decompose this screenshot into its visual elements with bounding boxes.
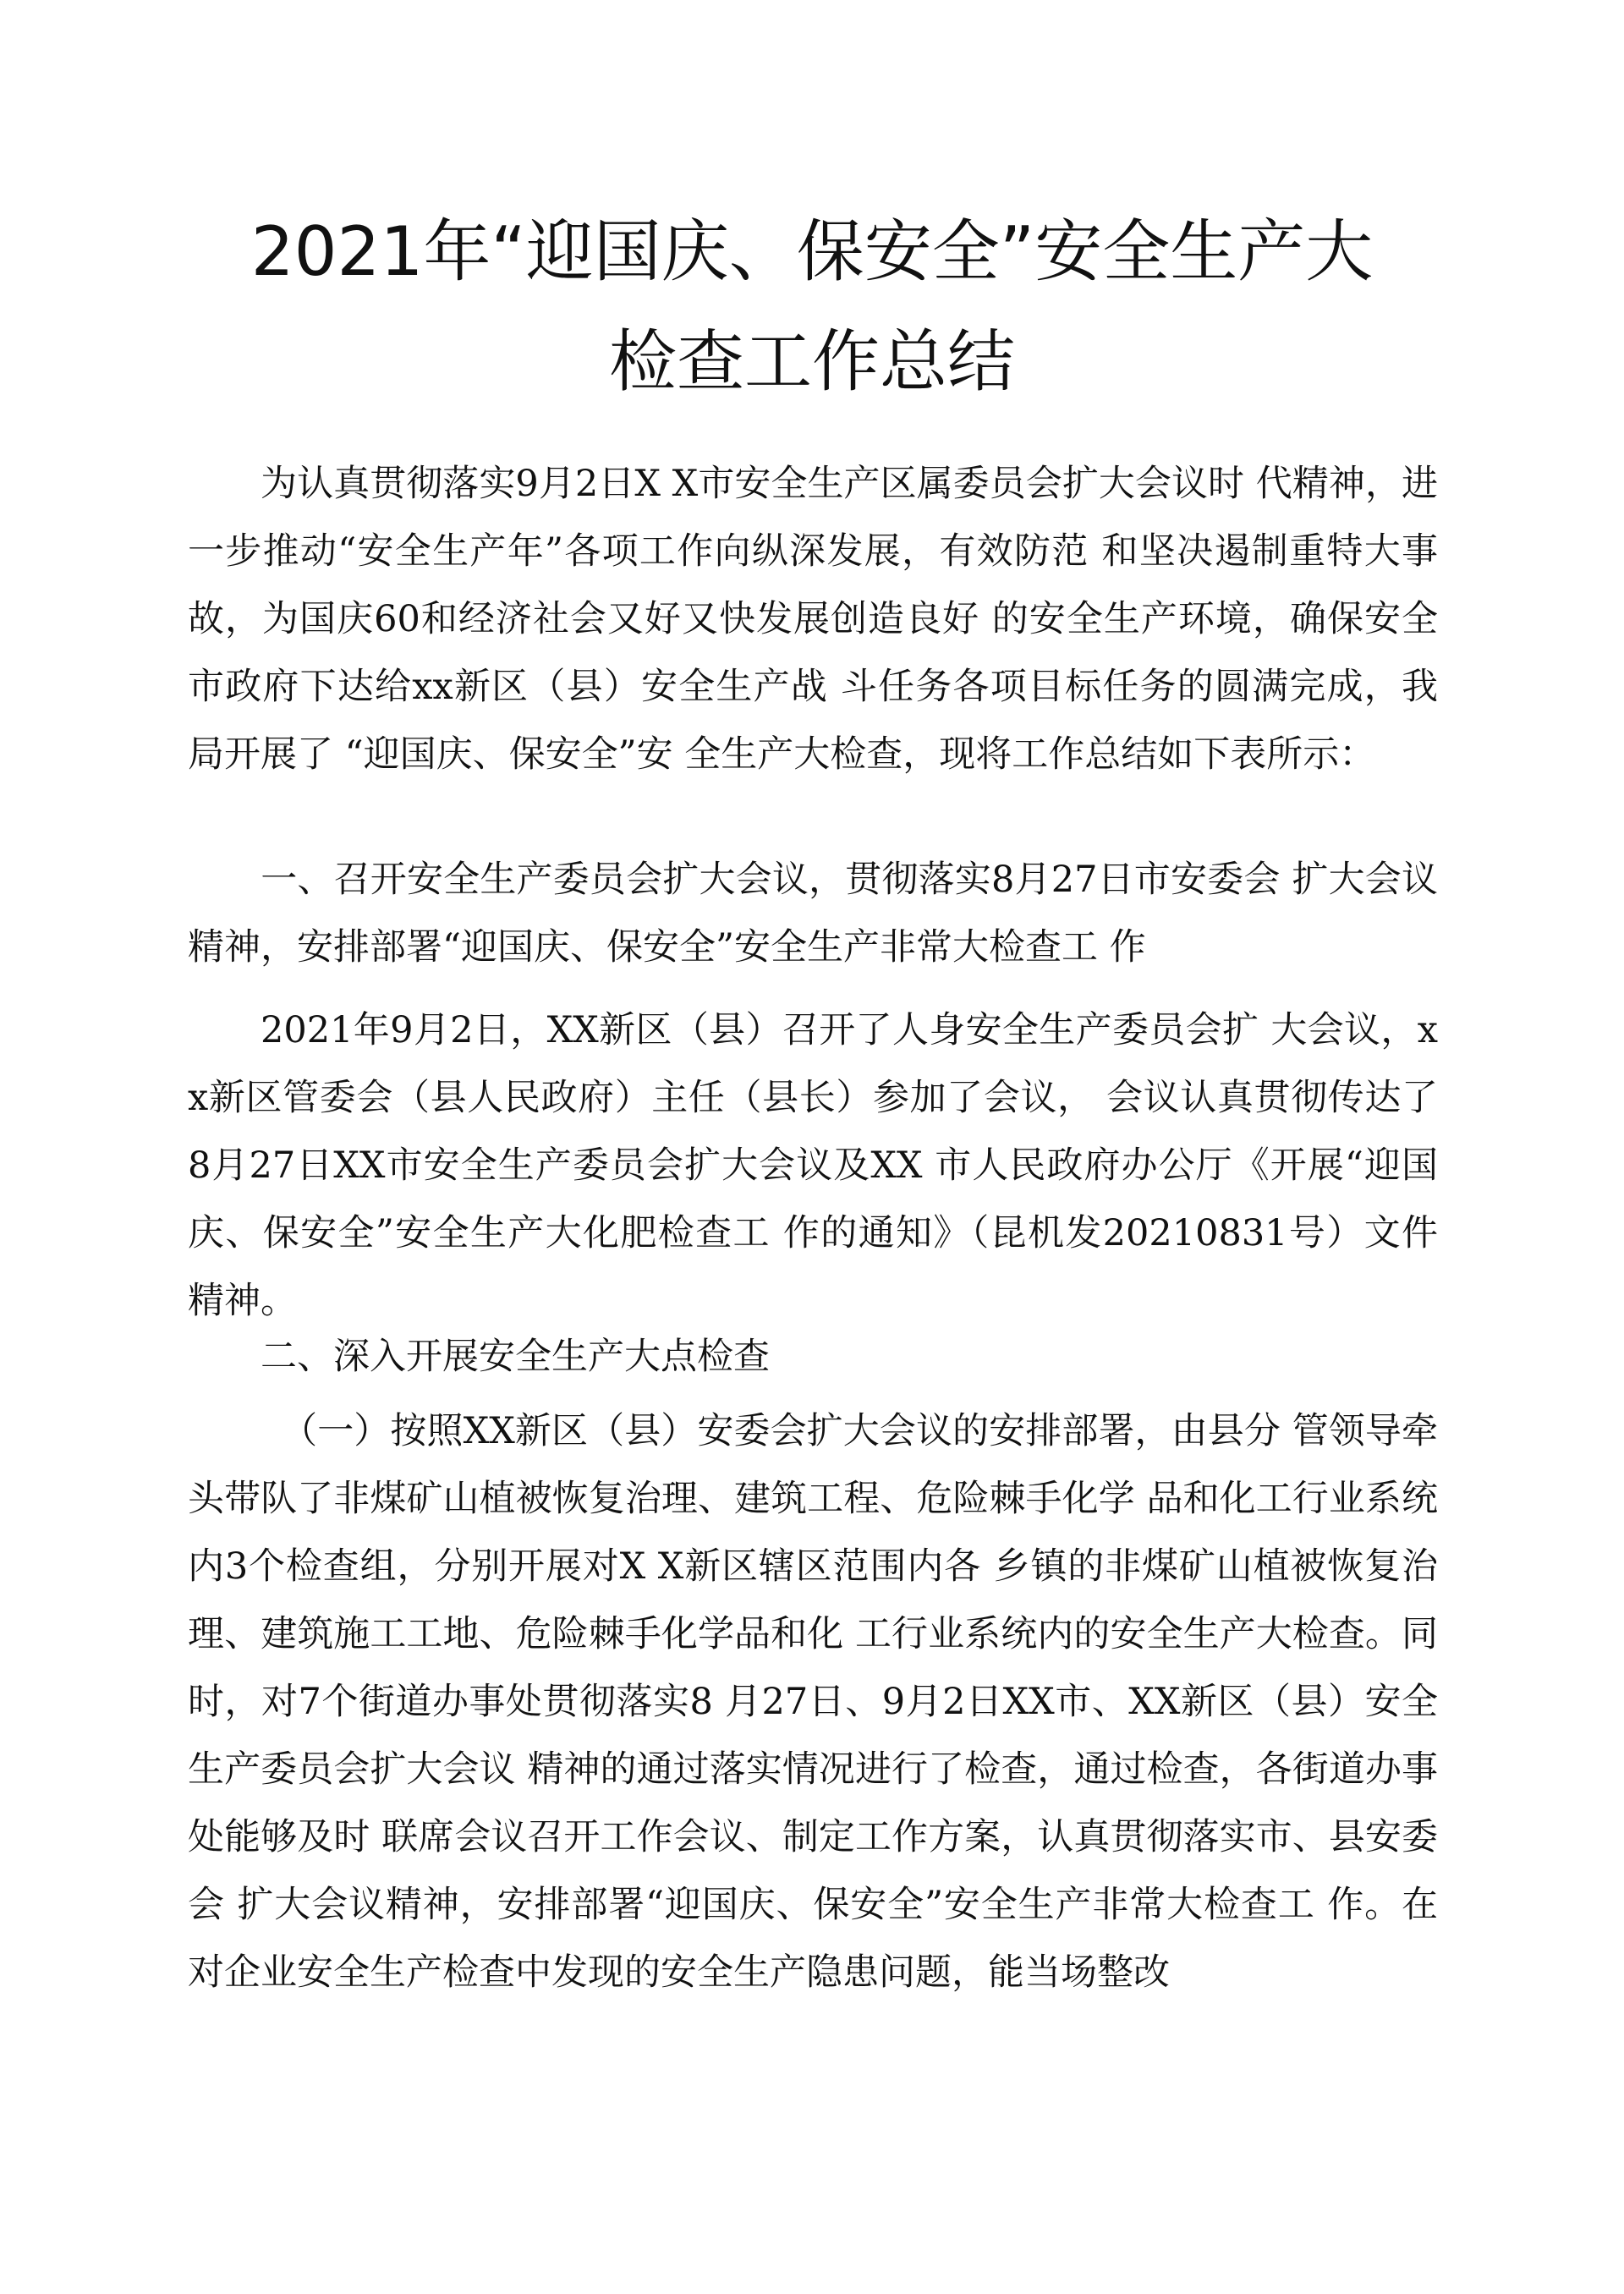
document-title-line-2: 检查工作总结 [609, 322, 1015, 401]
paragraph-text: （一）按照XX新区（县）安委会扩大会议的安排部署，由县分 管领导牵头带队了非煤矿山植被恢复治理、建筑工程、危险棘手化学 品和化工行业系统内3个检查组，分别开展对X X新区辖区范围内各 乡镇的非煤矿山植被恢复治理、建筑施工工地、危险棘手化学品和化 工行业系统内的安全生产大检查。同时，对7个街道办事处贯彻落实8 月27日、9月2日XX市、XX新区（县）安全生产委员会扩大会议 精神的通过落实情况进行了检查，通过检查，各街道办事处能够及时 联席会议召开工作会议、制定工作方案，认真贯彻落实市、县安委会 扩大会议精神，安排部署“迎国庆、保安全”安全生产非常大检查工 作。在对企业安全生产检查中发现的安全生产隐患问题，能当场整改 [188, 1410, 1438, 1994]
section-heading-1 [188, 846, 1438, 981]
paragraph-inspection [188, 1397, 1438, 2006]
paragraph-intro [188, 450, 1438, 788]
section-heading-text: 二、深入开展安全生产大点检查 [261, 1336, 770, 1378]
section-heading-2 [188, 1323, 1438, 1391]
paragraph-text: 为认真贯彻落实9月2日X X市安全生产区属委员会扩大会议时 代精神，进一步推动“安全生产年”各项工作向纵深发展，有效防范 和坚决遏制重特大事故，为国庆60和经济社会又好又快发展创造良好 的安全生产环境，确保安全市政府下达给xx新区（县）安全生产战 斗任务各项目标任务的圆满完成，我局开展了 “迎国庆、保安全”安 全生产大检查，现将工作总结如下表所示： [188, 463, 1438, 776]
document-title-line-1: 2021年“迎国庆、保安全”安全生产大 [250, 212, 1374, 291]
section-heading-text: 一、召开安全生产委员会扩大会议，贯彻落实8月27日市安委会 扩大会议精神，安排部署“迎国庆、保安全”安全生产非常大检查工 作 [188, 859, 1438, 969]
paragraph-meeting [188, 996, 1438, 1335]
paragraph-text: 2021年9月2日，XX新区（县）召开了人身安全生产委员会扩 大会议，xx新区管委会（县人民政府）主任（县长）参加了会议， 会议认真贯彻传达了 8月27日XX市安全生产委员会扩大会议及XX 市人民政府办公厅《开展“迎国庆、保安全”安全生产大化肥检查工 作的通知》（昆机发20210831号）文件精神。 [188, 1009, 1438, 1322]
